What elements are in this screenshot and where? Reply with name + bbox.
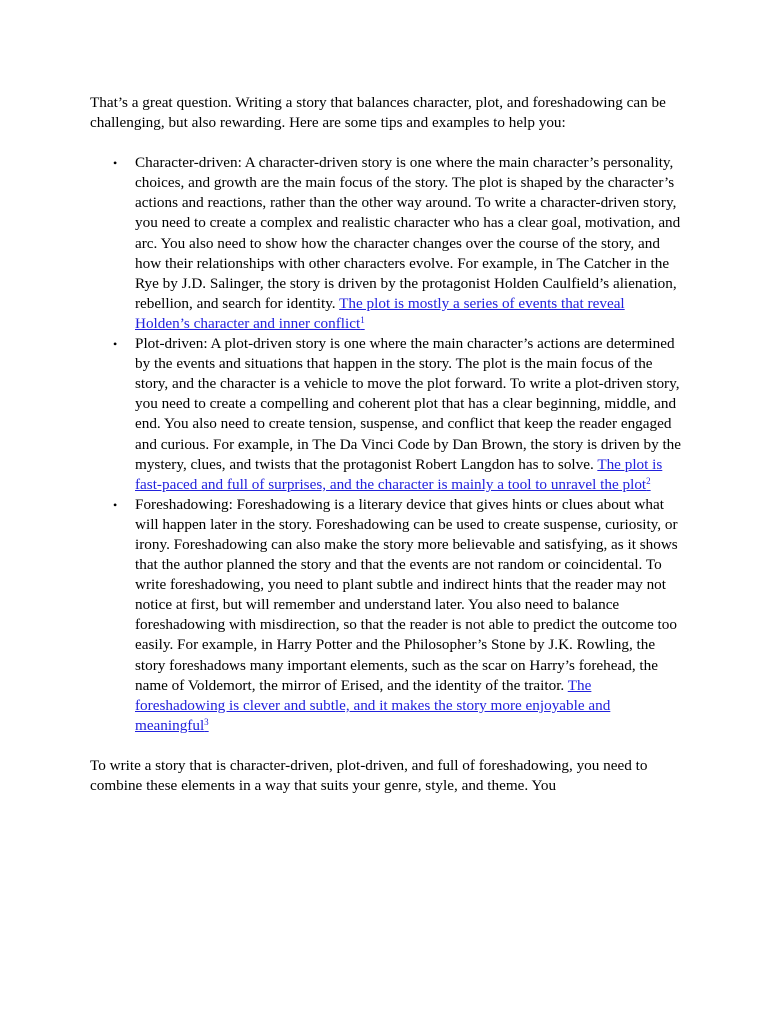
intro-paragraph: That’s a great question. Writing a story that balances character, plot, and foreshadowing can be challenging, but also rewarding. Here are some tips and examples to help you: (90, 94, 666, 132)
list-item-text: Plot-driven: A plot-driven story is one where the main character’s actions are determined by the events and situations that happen in the story. The plot is the main focus of the story, and the character is a vehicle to move the plot forward. To write a plot-driven story, you need to create a compelling and coherent plot that has a clear beginning, middle, and end. You also need to create tension, suspense, and conflict that keep the reader engaged and curious. For example, in The Da Vinci Code by Dan Brown, the story is driven by the mystery, clues, and twists that the protagonist Robert Langdon has to solve. (135, 335, 682, 473)
list-item-text: Character-driven: A character-driven story is one where the main character’s personality, choices, and growth are the main focus of the story. The plot is shaped by the character’s actions and reactions, rather than the other way around. To write a character-driven story, you need to create a complex and realistic character who has a clear goal, motivation, and arc. You also need to show how the character changes over the course of the story, and how their relationships with other characters evolve. For example, in The Catcher in the Rye by J.D. Salinger, the story is driven by the protagonist Holden Caulfield’s alienation, rebellion, and search for identity. (135, 154, 681, 312)
list-item-text: Foreshadowing: Foreshadowing is a literary device that gives hints or clues about what will happen later in the story. Foreshadowing can be used to create suspense, curiosity, or irony. Foreshadowing can also make the story more believable and satisfying, as it shows that the author planned the story and that the events are not random or coincidental. To write foreshadowing, you need to plant subtle and indirect hints that the reader may not notice at first, but will remember and understand later. You also need to balance foreshadowing with misdirection, so that the reader is not able to predict the outcome too easily. For example, in Harry Potter and the Philosopher’s Stone by J.K. Rowling, the story foreshadows many important elements, such as the scar on Harry’s forehead, the name of Voldemort, the mirror of Erised, and the identity of the traitor. (135, 495, 678, 694)
bullet-icon: • (113, 337, 118, 352)
citation-link-text: The plot is mostly a series of events that reveal Holden’s character and inner conflict (135, 294, 625, 332)
tips-list (90, 153, 682, 736)
document-body (90, 93, 682, 796)
bullet-icon: • (113, 156, 118, 171)
citation-ref-3: 3 (204, 716, 209, 727)
list-item-character-driven (90, 153, 682, 334)
citation-ref-2: 2 (646, 475, 651, 486)
closing-paragraph: To write a story that is character-driven, plot-driven, and full of foreshadowing, you need to combine these elements in a way that suits your genre, style, and theme. You (90, 756, 648, 794)
list-item-foreshadowing (90, 495, 682, 736)
citation-ref-1: 1 (360, 314, 365, 325)
list-item-plot-driven (90, 334, 682, 495)
bullet-icon: • (113, 497, 118, 512)
citation-link-text: The plot is fast-paced and full of surprises, and the character is mainly a tool to unravel the plot (135, 455, 663, 493)
citation-link-text: The foreshadowing is clever and subtle, and it makes the story more enjoyable and meaningful (135, 676, 611, 734)
